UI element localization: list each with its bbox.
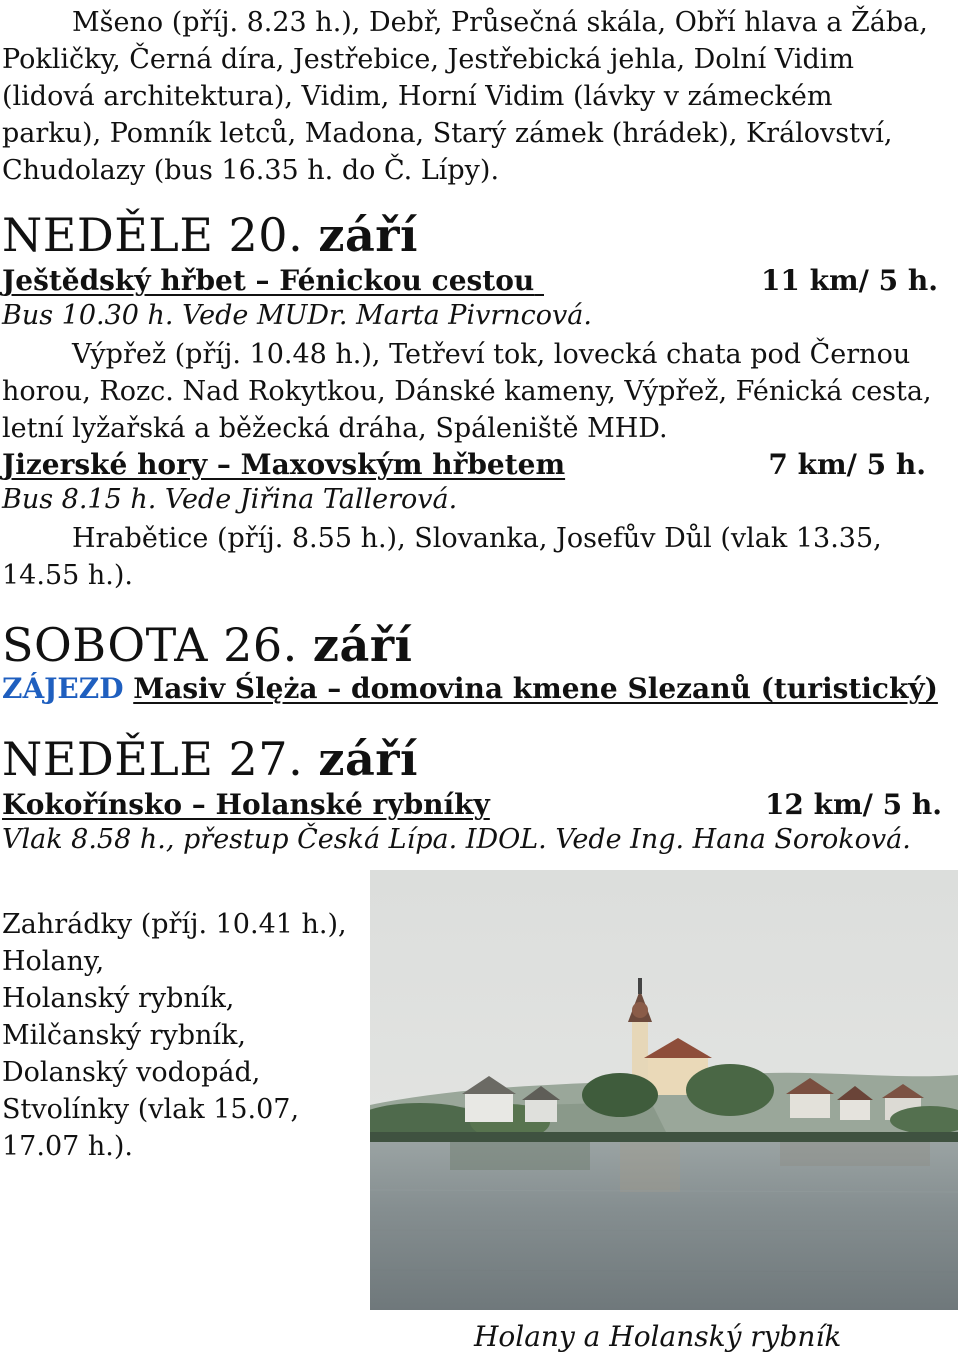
day-heading-nedele-20 xyxy=(2,208,418,262)
day-heading-sobota-26 xyxy=(2,618,413,672)
trip-label: ZÁJEZD xyxy=(2,672,124,705)
route-line-3: Holanský rybník, xyxy=(2,983,235,1014)
photo-holany xyxy=(370,870,958,1310)
route-line-3: letní lyžařská a běžecká dráha, Spáleniště MHD. xyxy=(2,413,668,444)
intro-line-2: Pokličky, Černá díra, Jestřebice, Jestřebická jehla, Dolní Vidim xyxy=(2,44,854,75)
route-line-2: Holany, xyxy=(2,946,105,977)
hike-info: Vlak 8.58 h., přestup Česká Lípa. IDOL. Vede Ing. Hana Soroková. xyxy=(2,824,911,855)
hike-distance: 11 km/ 5 h. xyxy=(760,264,938,297)
route-line-1: Výpřež (příj. 10.48 h.), Tetřeví tok, lovecká chata pod Černou xyxy=(72,339,911,370)
intro-line-5: Chudolazy (bus 16.35 h. do Č. Lípy). xyxy=(2,155,500,186)
hike-name: Jizerské hory – Maxovským hřbetem xyxy=(2,448,566,481)
hike-distance: 7 km/ 5 h. xyxy=(768,448,926,481)
day-heading-text: NEDĚLE 20. xyxy=(2,208,319,262)
hike-info: Bus 10.30 h. Vede MUDr. Marta Pivrncová. xyxy=(2,300,592,331)
trip-line xyxy=(2,672,938,705)
route-line-2: 14.55 h.). xyxy=(2,560,133,591)
route-line-6: Stvolínky (vlak 15.07, xyxy=(2,1094,300,1125)
day-heading-nedele-27 xyxy=(2,732,418,786)
route-line-5: Dolanský vodopád, xyxy=(2,1057,261,1088)
route-line-1: Zahrádky (příj. 10.41 h.), xyxy=(2,909,347,940)
route-line-2: horou, Rozc. Nad Rokytkou, Dánské kameny, Výpřež, Fénická cesta, xyxy=(2,376,932,407)
trip-name: Masiv Ślęża – domovina kmene Slezanů (turistický) xyxy=(133,672,938,705)
day-heading-text: NEDĚLE 27. xyxy=(2,732,319,786)
hike-distance: 12 km/ 5 h. xyxy=(764,788,942,821)
hike-name: Kokořínsko – Holanské rybníky xyxy=(2,788,490,821)
day-heading-text: SOBOTA 26. xyxy=(2,618,313,672)
photo-caption: Holany a Holanský rybník xyxy=(474,1320,842,1353)
day-heading-month: září xyxy=(318,732,418,786)
intro-line-4: parku), Pomník letců, Madona, Starý zámek (hrádek), Království, xyxy=(2,118,893,149)
route-line-1: Hrabětice (příj. 8.55 h.), Slovanka, Josefův Důl (vlak 13.35, xyxy=(72,523,882,554)
intro-line-3: (lidová architektura), Vidim, Horní Vidim (lávky v zámeckém xyxy=(2,81,833,112)
route-line-7: 17.07 h.). xyxy=(2,1131,133,1162)
hike-info: Bus 8.15 h. Vede Jiřina Tallerová. xyxy=(2,484,458,515)
intro-line-1: Mšeno (příj. 8.23 h.), Debř, Průsečná skála, Obří hlava a Žába, xyxy=(72,7,928,38)
route-line-4: Milčanský rybník, xyxy=(2,1020,246,1051)
hike-heading-jested xyxy=(2,264,938,297)
day-heading-month: září xyxy=(318,208,418,262)
hike-heading-jizerske xyxy=(2,448,926,481)
day-heading-month: září xyxy=(312,618,413,672)
photo-holany-image xyxy=(370,870,958,1310)
hike-heading-kokorinsko xyxy=(2,788,942,821)
hike-name: Ještědský hřbet – Fénickou cestou xyxy=(2,264,535,297)
